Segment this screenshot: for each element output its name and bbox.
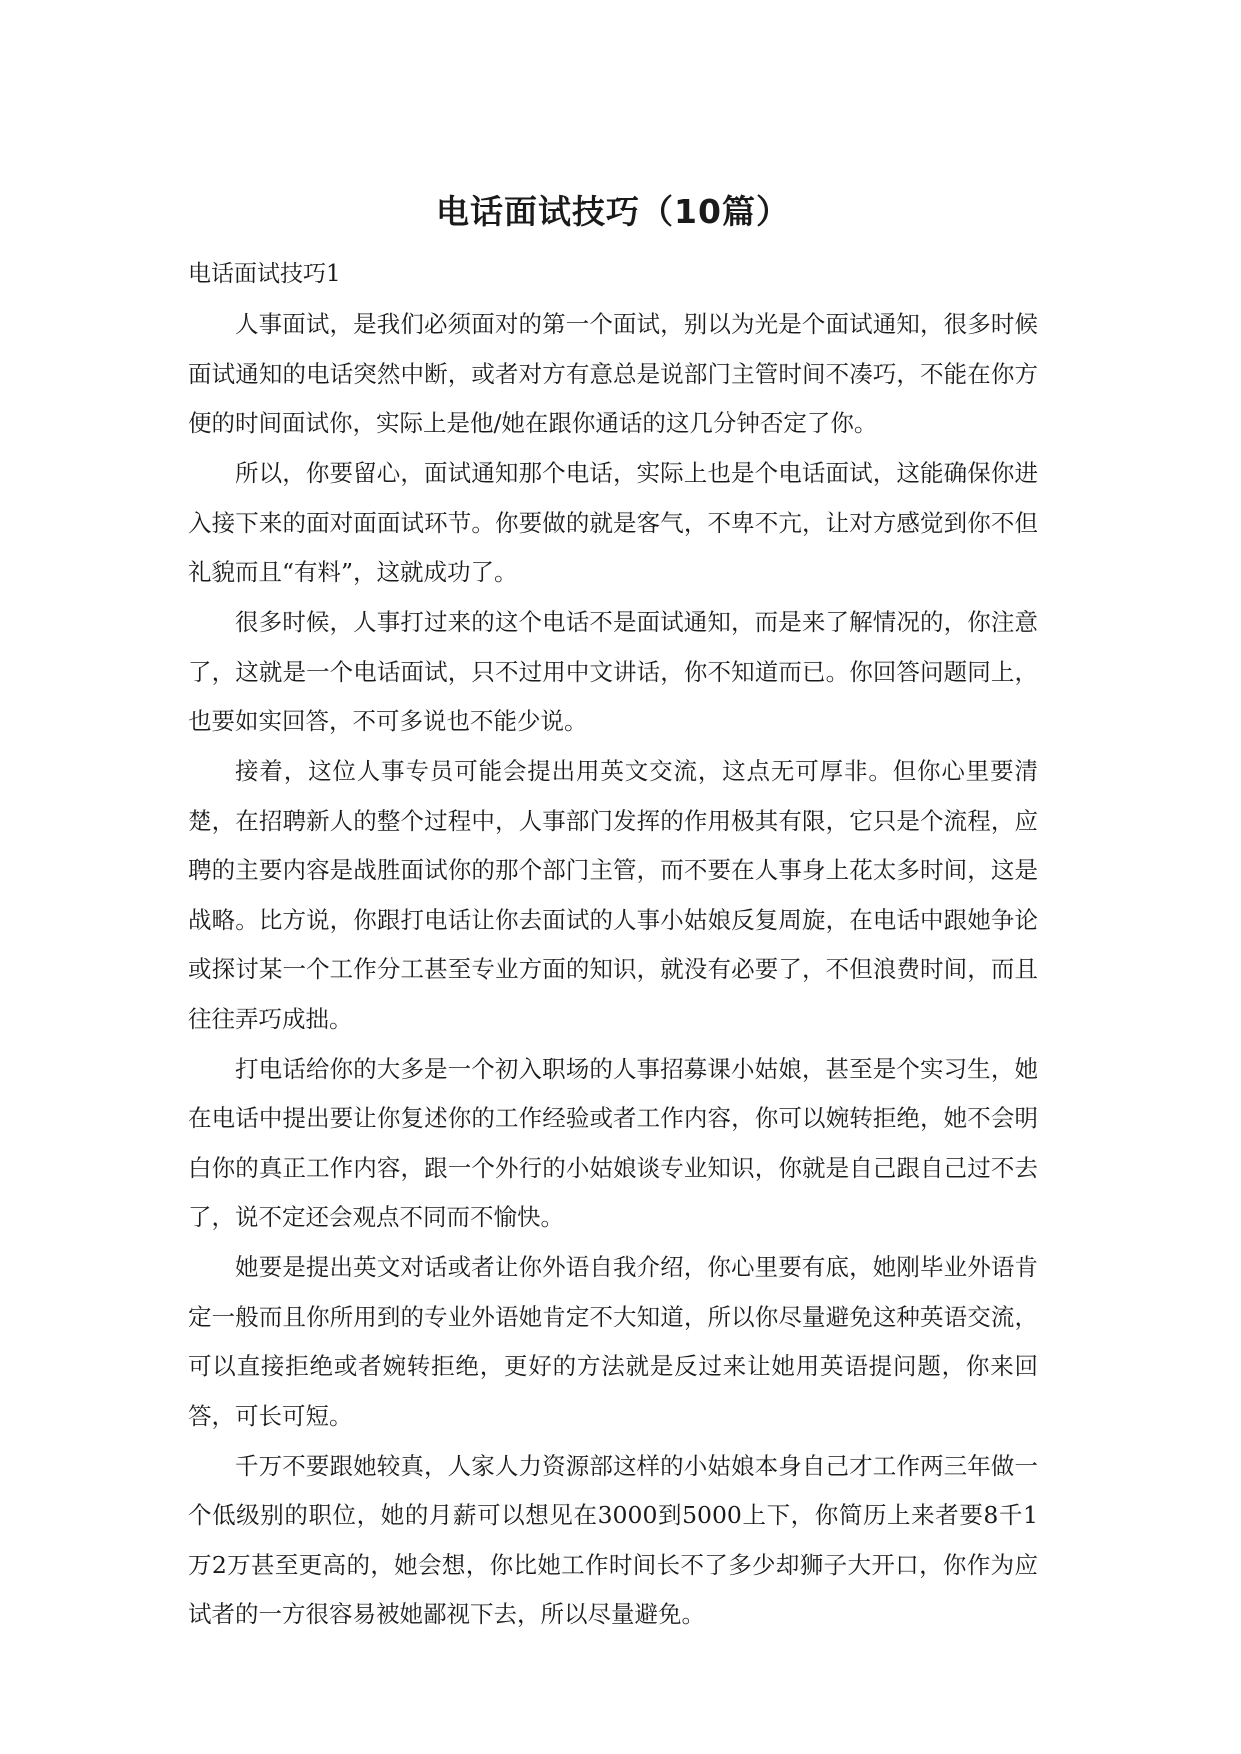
- paragraph: 接着，这位人事专员可能会提出用英文交流，这点无可厚非。但你心里要清楚，在招聘新人的整个过程中，人事部门发挥的作用极其有限，它只是个流程，应聘的主要内容是战胜面试你的那个部门主管，而不要在人事身上花太多时间，这是战略。比方说，你跟打电话让你去面试的人事小姑娘反复周旋，在电话中跟她争论或探讨某一个工作分工甚至专业方面的知识，就没有必要了，不但浪费时间，而且往往弄巧成拙。: [188, 757, 1038, 1033]
- paragraph: 人事面试，是我们必须面对的第一个面试，别以为光是个面试通知，很多时候面试通知的电话突然中断，或者对方有意总是说部门主管时间不凑巧，不能在你方便的时间面试你，实际上是他/她在跟你通话的这几分钟否定了你。: [188, 310, 1038, 437]
- paragraph: 很多时候，人事打过来的这个电话不是面试通知，而是来了解情况的，你注意了，这就是一个电话面试，只不过用中文讲话，你不知道而已。你回答问题同上，也要如实回答，不可多说也不能少说。: [188, 608, 1038, 735]
- paragraph: 千万不要跟她较真，人家人力资源部这样的小姑娘本身自己才工作两三年做一个低级别的职位，她的月薪可以想见在3000到5000上下，你简历上来者要8千1万2万甚至更高的，她会想，你比她工作时间长不了多少却狮子大开口，你作为应试者的一方很容易被她鄙视下去，所以尽量避免。: [188, 1451, 1038, 1628]
- paragraph: 打电话给你的大多是一个初入职场的人事招募课小姑娘，甚至是个实习生，她在电话中提出要让你复述你的工作经验或者工作内容，你可以婉转拒绝，她不会明白你的真正工作内容，跟一个外行的小姑娘谈专业知识，你就是自己跟自己过不去了，说不定还会观点不同而不愉快。: [188, 1054, 1038, 1231]
- paragraph: 所以，你要留心，面试通知那个电话，实际上也是个电话面试，这能确保你进入接下来的面对面面试环节。你要做的就是客气，不卑不亢，让对方感觉到你不但礼貌而且“有料”，这就成功了。: [188, 459, 1038, 586]
- paragraph: 她要是提出英文对话或者让你外语自我介绍，你心里要有底，她刚毕业外语肯定一般而且你所用到的专业外语她肯定不大知道，所以你尽量避免这种英语交流，可以直接拒绝或者婉转拒绝，更好的方法就是反过来让她用英语提问题，你来回答，可长可短。: [188, 1253, 1038, 1430]
- document-title: 电话面试技巧（10篇）: [436, 192, 790, 231]
- document-body: [188, 300, 1038, 1640]
- section-heading: 电话面试技巧1: [188, 261, 341, 287]
